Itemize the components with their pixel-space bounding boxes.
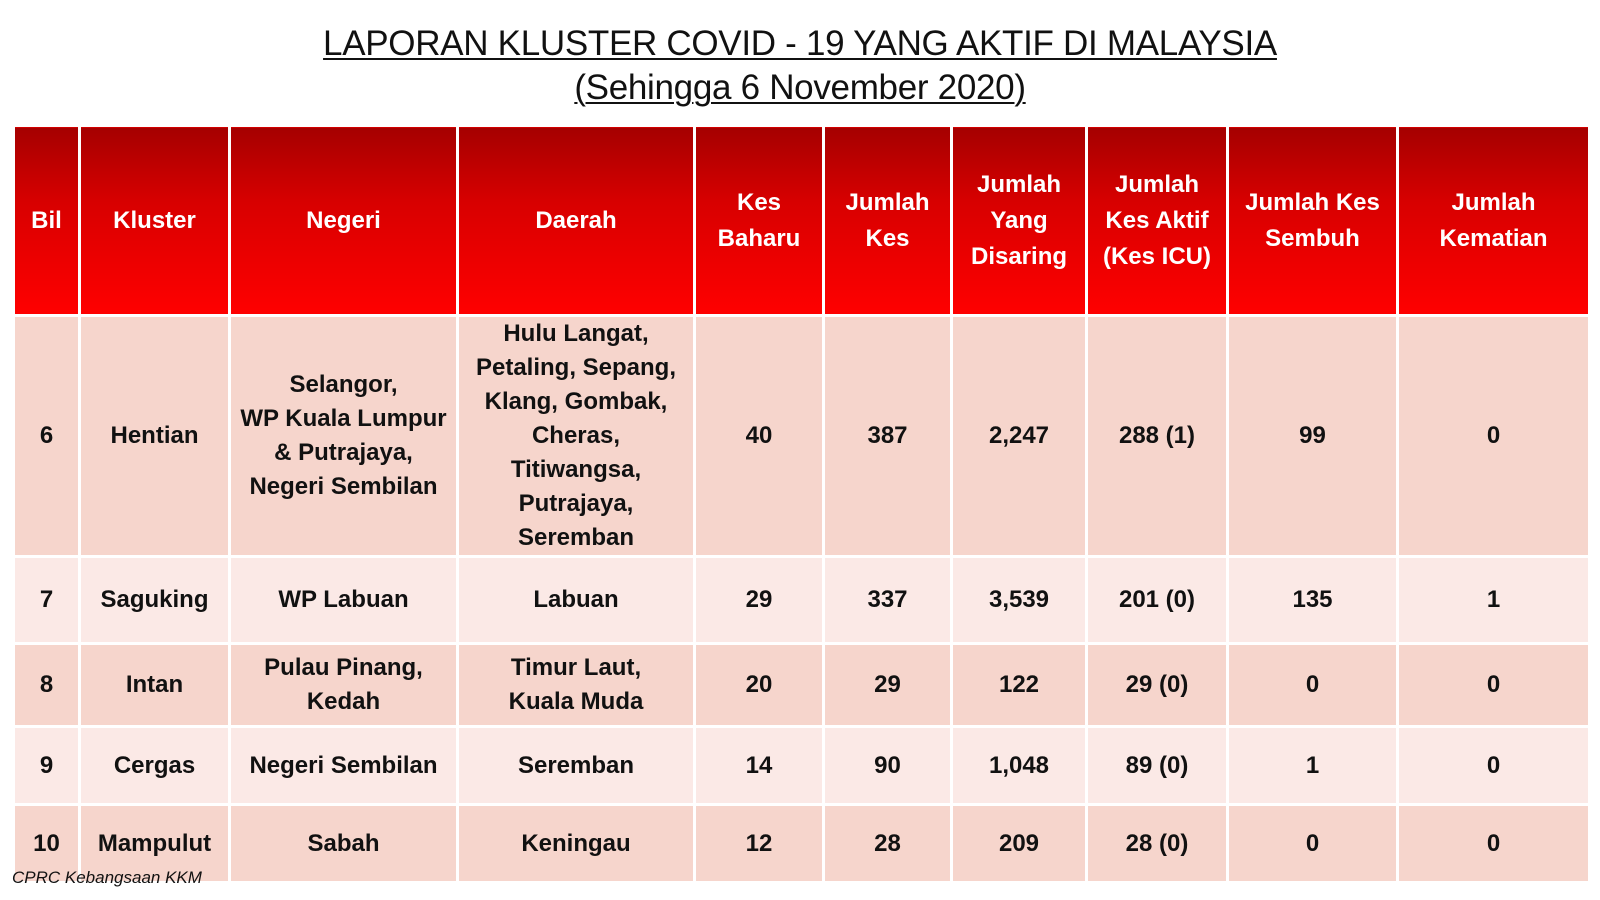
table-row: [14, 805, 1590, 883]
cell-negeri: Pulau Pinang, Kedah: [230, 644, 458, 727]
cell-jumlah-kes: 90: [824, 727, 952, 805]
cell-jumlah-disaring: 3,539: [952, 557, 1087, 644]
cell-negeri: Negeri Sembilan: [230, 727, 458, 805]
cell-kes-aktif: 201 (0): [1087, 557, 1228, 644]
cell-jumlah-disaring: 2,247: [952, 316, 1087, 557]
cell-kluster: Intan: [80, 644, 230, 727]
cell-bil: 7: [14, 557, 80, 644]
cell-daerah: Hulu Langat, Petaling, Sepang, Klang, Gombak, Cheras, Titiwangsa, Putrajaya, Seremban: [458, 316, 695, 557]
cell-jumlah-kes: 29: [824, 644, 952, 727]
header-negeri: Negeri: [230, 126, 458, 316]
report-title: [0, 22, 1600, 110]
cell-jumlah-disaring: 122: [952, 644, 1087, 727]
table-row: [14, 644, 1590, 727]
header-kes-baharu: Kes Baharu: [695, 126, 824, 316]
header-jumlah-disaring: Jumlah Yang Disaring: [952, 126, 1087, 316]
header-kes-aktif: Jumlah Kes Aktif (Kes ICU): [1087, 126, 1228, 316]
cluster-table: [12, 124, 1591, 884]
cell-kematian: 0: [1398, 727, 1590, 805]
cell-kluster: Saguking: [80, 557, 230, 644]
header-kematian: Jumlah Kematian: [1398, 126, 1590, 316]
cell-kes-aktif: 28 (0): [1087, 805, 1228, 883]
cell-negeri: Sabah: [230, 805, 458, 883]
source-note: CPRC Kebangsaan KKM: [12, 868, 202, 887]
cell-daerah: Labuan: [458, 557, 695, 644]
cell-kes-baharu: 12: [695, 805, 824, 883]
cell-bil: 6: [14, 316, 80, 557]
cell-bil: 9: [14, 727, 80, 805]
header-daerah: Daerah: [458, 126, 695, 316]
cell-jumlah-kes: 28: [824, 805, 952, 883]
title-line-2: (Sehingga 6 November 2020): [574, 68, 1026, 107]
cell-jumlah-kes: 337: [824, 557, 952, 644]
cell-kes-aktif: 288 (1): [1087, 316, 1228, 557]
cell-jumlah-disaring: 1,048: [952, 727, 1087, 805]
cell-kes-aktif: 29 (0): [1087, 644, 1228, 727]
cell-kes-baharu: 20: [695, 644, 824, 727]
cell-bil: 8: [14, 644, 80, 727]
cell-kes-sembuh: 0: [1228, 644, 1398, 727]
cell-kes-sembuh: 1: [1228, 727, 1398, 805]
header-jumlah-kes: Jumlah Kes: [824, 126, 952, 316]
cell-kes-aktif: 89 (0): [1087, 727, 1228, 805]
cell-bil: 10: [14, 805, 80, 883]
cell-kes-sembuh: 99: [1228, 316, 1398, 557]
header-kluster: Kluster: [80, 126, 230, 316]
cell-negeri: WP Labuan: [230, 557, 458, 644]
cell-kematian: 0: [1398, 805, 1590, 883]
cell-negeri: Selangor, WP Kuala Lumpur & Putrajaya, Negeri Sembilan: [230, 316, 458, 557]
cell-kluster: Cergas: [80, 727, 230, 805]
cell-kes-sembuh: 0: [1228, 805, 1398, 883]
cell-daerah: Seremban: [458, 727, 695, 805]
table-row: [14, 557, 1590, 644]
cell-daerah: Keningau: [458, 805, 695, 883]
title-line-1: LAPORAN KLUSTER COVID - 19 YANG AKTIF DI MALAYSIA: [323, 24, 1277, 63]
cell-kes-baharu: 29: [695, 557, 824, 644]
cell-kes-baharu: 14: [695, 727, 824, 805]
header-kes-sembuh: Jumlah Kes Sembuh: [1228, 126, 1398, 316]
table-row: [14, 727, 1590, 805]
table-row: [14, 316, 1590, 557]
cell-kematian: 0: [1398, 644, 1590, 727]
table-header-row: [14, 126, 1590, 316]
header-bil: Bil: [14, 126, 80, 316]
cell-kematian: 0: [1398, 316, 1590, 557]
cell-kluster: Hentian: [80, 316, 230, 557]
cell-kes-sembuh: 135: [1228, 557, 1398, 644]
cell-jumlah-kes: 387: [824, 316, 952, 557]
cell-kluster: Mampulut: [80, 805, 230, 883]
cell-kematian: 1: [1398, 557, 1590, 644]
cell-daerah: Timur Laut, Kuala Muda: [458, 644, 695, 727]
cell-kes-baharu: 40: [695, 316, 824, 557]
cell-jumlah-disaring: 209: [952, 805, 1087, 883]
